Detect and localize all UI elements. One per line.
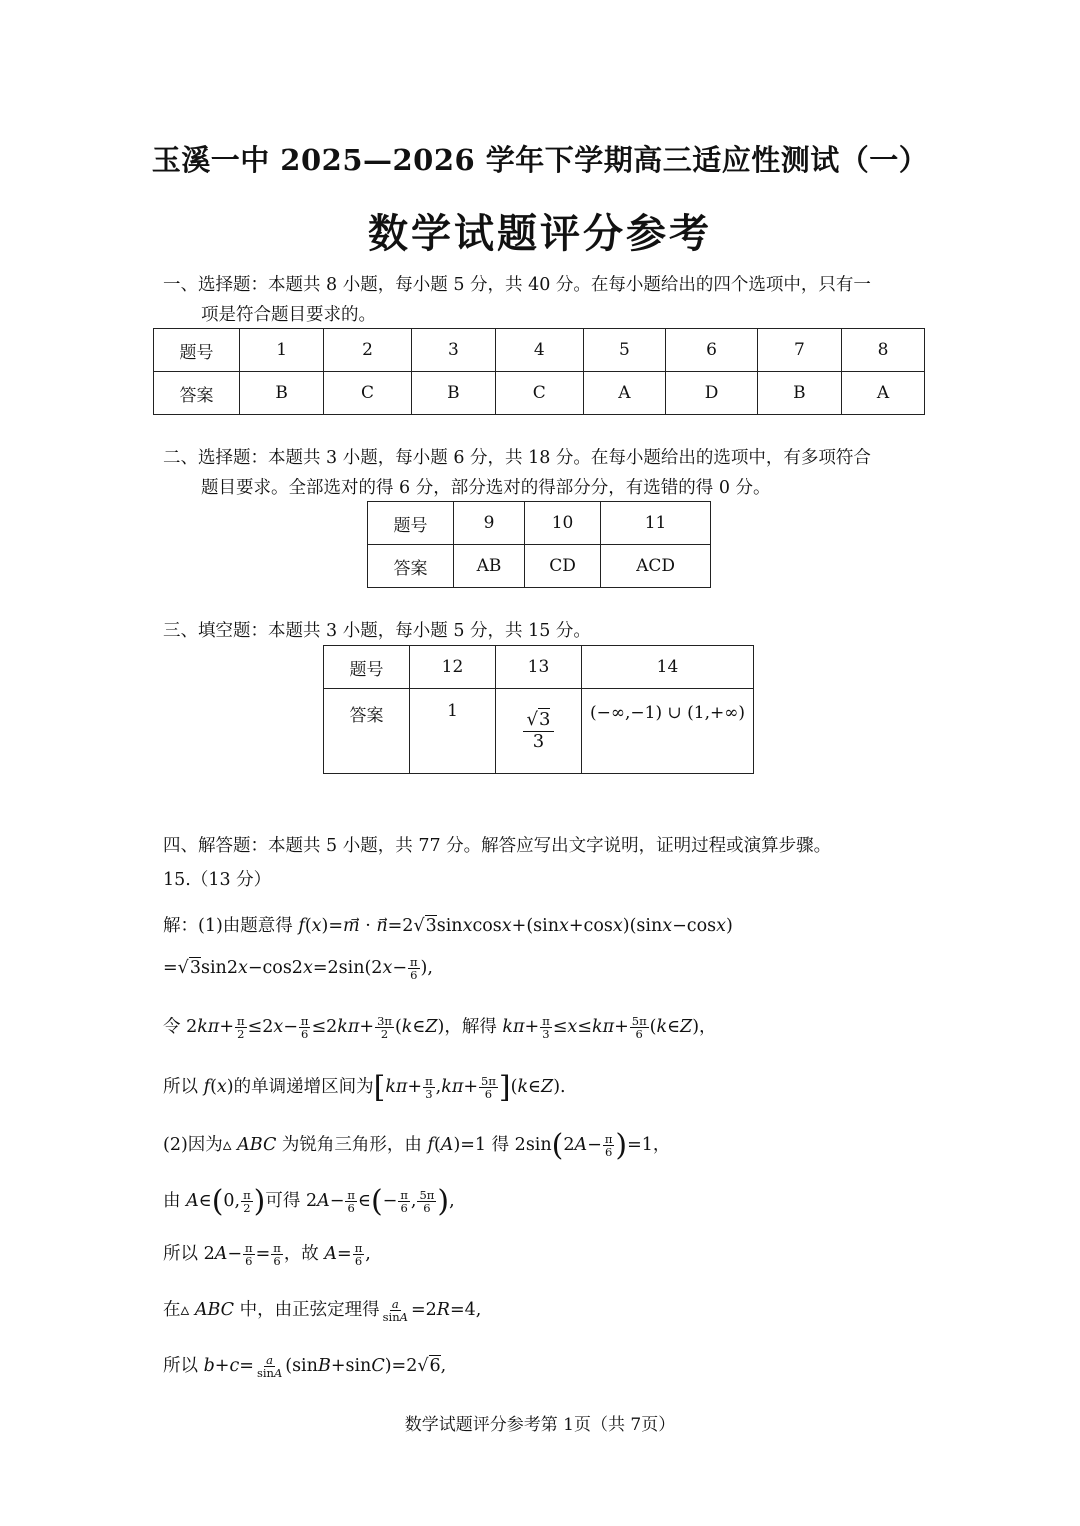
solution-line-5: (2)因为▵ ABC 为锐角三角形，由 f(A)=1 得 2sin(2A− $\frac{\pi}{6}$ )=1， (163, 1128, 671, 1163)
exam-title: 玉溪一中 2025—2026 学年下学期高三适应性测试（一） (151, 143, 929, 177)
solution-line-6: 由 A∈(0, $\frac{\pi}{2}$ )可得 2A− $\frac{\pi}{6}$ ∈(− $\frac{\pi}{6}$ , $\frac{5\pi}{6}$ ), (163, 1184, 455, 1219)
section-3-line-1: 三、填空题：本题共 3 小题，每小题 5 分，共 15 分。 (163, 621, 591, 641)
fraction-sqrt3-over-3: $\frac{√3}{3}$ (523, 710, 555, 753)
answer-cell-13 (496, 689, 582, 774)
question-number: 4 (496, 329, 583, 372)
fraction-denominator: 3 (532, 730, 545, 752)
question-number: 14 (582, 646, 754, 689)
solution-line-8: 在▵ ABC 中，由正弦定理得 $\frac{a}{\sin A}$ =2R=4, (163, 1296, 482, 1324)
section-2-line-1: 二、选择题：本题共 3 小题，每小题 6 分，共 18 分。在每小题给出的选项中，有多项符合 (163, 448, 871, 468)
sqrt-radicand: 3 (539, 708, 551, 730)
row-label: 答案 (154, 372, 240, 415)
question-number: 11 (601, 502, 711, 545)
question-number: 9 (454, 502, 525, 545)
answer-cell: B (757, 372, 841, 415)
answer-cell: B (240, 372, 324, 415)
row-label: 答案 (324, 689, 410, 774)
solution-line-4: 所以 f(x)的单调递增区间为[kπ+ $\frac{\pi}{3}$ ,kπ+ $\frac{5\pi}{6}$ ](k∈Z). (163, 1070, 566, 1105)
answer-cell: CD (524, 545, 600, 588)
question-15-header: 15.（13 分） (163, 870, 272, 890)
table-row (154, 329, 925, 372)
answer-cell: 1 (410, 689, 496, 774)
section-1-instructions (163, 270, 923, 330)
answer-cell: D (666, 372, 757, 415)
section-2-instructions (163, 443, 923, 503)
answer-cell: B (411, 372, 495, 415)
page-footer: 数学试题评分参考第 1页（共 7页） (404, 1415, 676, 1435)
row-label: 题号 (154, 329, 240, 372)
solution-line-7: 所以 2A− $\frac{\pi}{6}$ = $\frac{\pi}{6}$ ，故 A= $\frac{\pi}{6}$ , (163, 1240, 371, 1268)
document-subtitle: 数学试题评分参考 (368, 210, 712, 257)
table-row (324, 689, 754, 774)
section-3-instructions (163, 616, 923, 646)
answer-cell: ACD (601, 545, 711, 588)
table-row (324, 646, 754, 689)
section-3-answer-table (323, 645, 754, 774)
answer-cell: A (842, 372, 925, 415)
question-number: 8 (842, 329, 925, 372)
solution-line-1: 解：(1)由题意得 f(x)=m⃗ · n⃗=2√3sinxcosx+(sinx+cosx)(sinx−cosx) (163, 916, 733, 936)
row-label: 题号 (324, 646, 410, 689)
section-2-answer-table (367, 501, 711, 588)
section-4-line-1: 四、解答题：本题共 5 小题，共 77 分。解答应写出文字说明，证明过程或演算步骤。 (163, 836, 832, 856)
solution-line-2: =√3sin2x−cos2x=2sin(2x− $\frac{\pi}{6}$ ), (163, 955, 433, 983)
answer-cell: AB (454, 545, 525, 588)
table-row (154, 372, 925, 415)
answer-cell: C (496, 372, 583, 415)
solution-line-3: 令 2kπ+ $\frac{\pi}{2}$ ≤2x− $\frac{\pi}{6}$ ≤2kπ+ $\frac{3\pi}{2}$ (k∈Z)，解得 kπ+ $\frac{\pi}{3}$ ≤x≤kπ+ $\frac{5\pi}{6}$ (k∈Z)， (163, 1013, 717, 1041)
table-row (368, 502, 711, 545)
section-2-line-2: 题目要求。全部选对的得 6 分，部分选对的得部分分，有选错的得 0 分。 (201, 478, 771, 498)
question-number: 10 (524, 502, 600, 545)
question-number: 1 (240, 329, 324, 372)
question-number: 6 (666, 329, 757, 372)
question-number: 12 (410, 646, 496, 689)
answer-cell: A (583, 372, 666, 415)
question-number: 7 (757, 329, 841, 372)
question-number: 3 (411, 329, 495, 372)
section-4-instructions (163, 831, 923, 895)
section-1-line-1: 一、选择题：本题共 8 小题，每小题 5 分，共 40 分。在每小题给出的四个选项中，只有一 (163, 275, 871, 295)
section-1-line-2: 项是符合题目要求的。 (201, 305, 376, 325)
question-number: 13 (496, 646, 582, 689)
section-1-answer-table (153, 328, 925, 415)
row-label: 答案 (368, 545, 454, 588)
question-number: 2 (324, 329, 411, 372)
row-label: 题号 (368, 502, 454, 545)
answer-cell: C (324, 372, 411, 415)
table-row (368, 545, 711, 588)
answer-cell: (−∞,−1) ∪ (1,+∞) (582, 689, 754, 774)
question-number: 5 (583, 329, 666, 372)
solution-line-9: 所以 b+c= $\frac{a}{\sin A}$ (sinB+sinC)=2√6, (163, 1352, 447, 1380)
